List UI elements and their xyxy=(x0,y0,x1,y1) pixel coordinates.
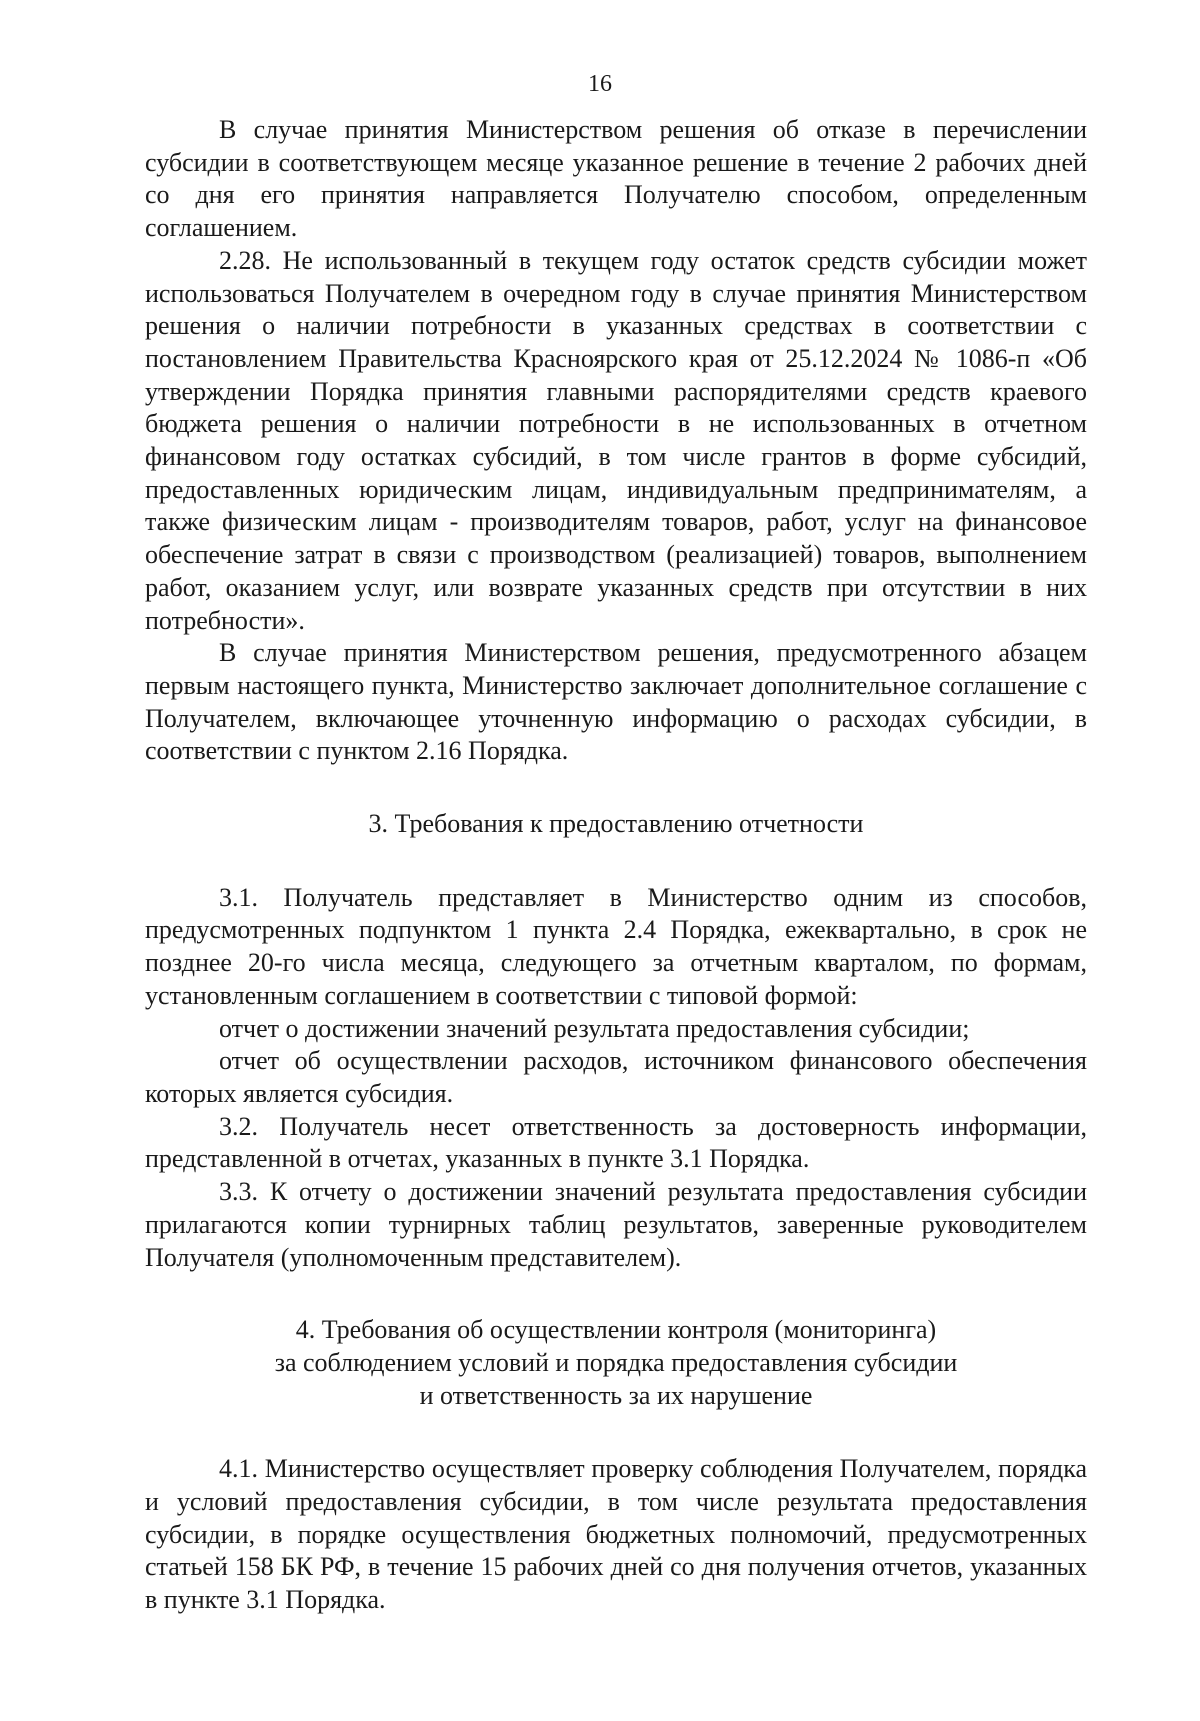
paragraph-3-3: 3.3. К отчету о достижении значений результата предоставления субсидии прилагаются копии турнирных таблиц результатов, заверенные руководителем Получателя (уполномоченным представителем). xyxy=(145,1177,1087,1272)
section-3-heading: 3. Требования к предоставлению отчетности xyxy=(368,809,864,839)
paragraph-refusal-notice: В случае принятия Министерством решения об отказе в перечислении субсидии в соответствующем месяце указанное решение в течение 2 рабочих дней со дня его принятия направляется Получателю способом, определенным соглашением. xyxy=(145,115,1087,243)
document-body xyxy=(145,114,1087,1617)
paragraph-additional-agreement: В случае принятия Министерством решения, предусмотренного абзацем первым настоящего пункта, Министерство заключает дополнительное соглашение с Получателем, включающее уточненную информацию о расходах субсидии, в соответствии с пунктом 2.16 Порядка. xyxy=(145,638,1087,766)
section-4-heading-line-3: и ответственность за их нарушение xyxy=(419,1380,813,1410)
section-4-heading xyxy=(145,1314,1087,1412)
section-4-heading-line-1: 4. Требования об осуществлении контроля (мониторинга) xyxy=(295,1315,937,1345)
section-4-heading-line-2: за соблюдением условий и порядка предоставления субсидии xyxy=(274,1347,958,1377)
page-number: 16 xyxy=(588,71,612,97)
paragraph-2-28: 2.28. Не использованный в текущем году остаток средств субсидии может использоваться Получателем в очередном году в случае принятия Министерством решения о наличии потребности в указанных средствах в соответствии с постановлением Правительства Красноярского края от 25.12.2024 № 1086-п «Об утверждении Порядка принятия главными распорядителями средств краевого бюджета решения о наличии потребности в не использованных в отчетном финансовом году остатках субсидий, в том числе грантов в форме субсидий, предоставленных юридическим лицам, индивидуальным предпринимателям, а также физическим лицам - производителям товаров, работ, услуг на финансовое обеспечение затрат в связи с производством (реализацией) товаров, выполнением работ, оказанием услуг, или возврате указанных средств при отсутствии в них потребности». xyxy=(145,245,1087,635)
paragraph-3-1: 3.1. Получатель представляет в Министерство одним из способов, предусмотренных подпунктом 1 пункта 2.4 Порядка, ежеквартально, в срок не позднее 20-го числа месяца, следующего за отчетным кварталом, по формам, установленным соглашением в соответствии с типовой формой: xyxy=(145,882,1087,1010)
paragraph-3-2: 3.2. Получатель несет ответственность за достоверность информации, представленной в отчетах, указанных в пункте 3.1 Порядка. xyxy=(145,1111,1087,1174)
paragraph-4-1: 4.1. Министерство осуществляет проверку соблюдения Получателем, порядка и условий предоставления субсидии, в том числе результата предоставления субсидии, в порядке осуществления бюджетных полномочий, предусмотренных статьей 158 БК РФ, в течение 15 рабочих дней со дня получения отчетов, указанных в пункте 3.1 Порядка. xyxy=(145,1454,1087,1615)
list-item-report-expenses: отчет об осуществлении расходов, источником финансового обеспечения которых является субсидия. xyxy=(145,1046,1087,1108)
list-item-report-results: отчет о достижении значений результата предоставления субсидии; xyxy=(219,1013,970,1043)
